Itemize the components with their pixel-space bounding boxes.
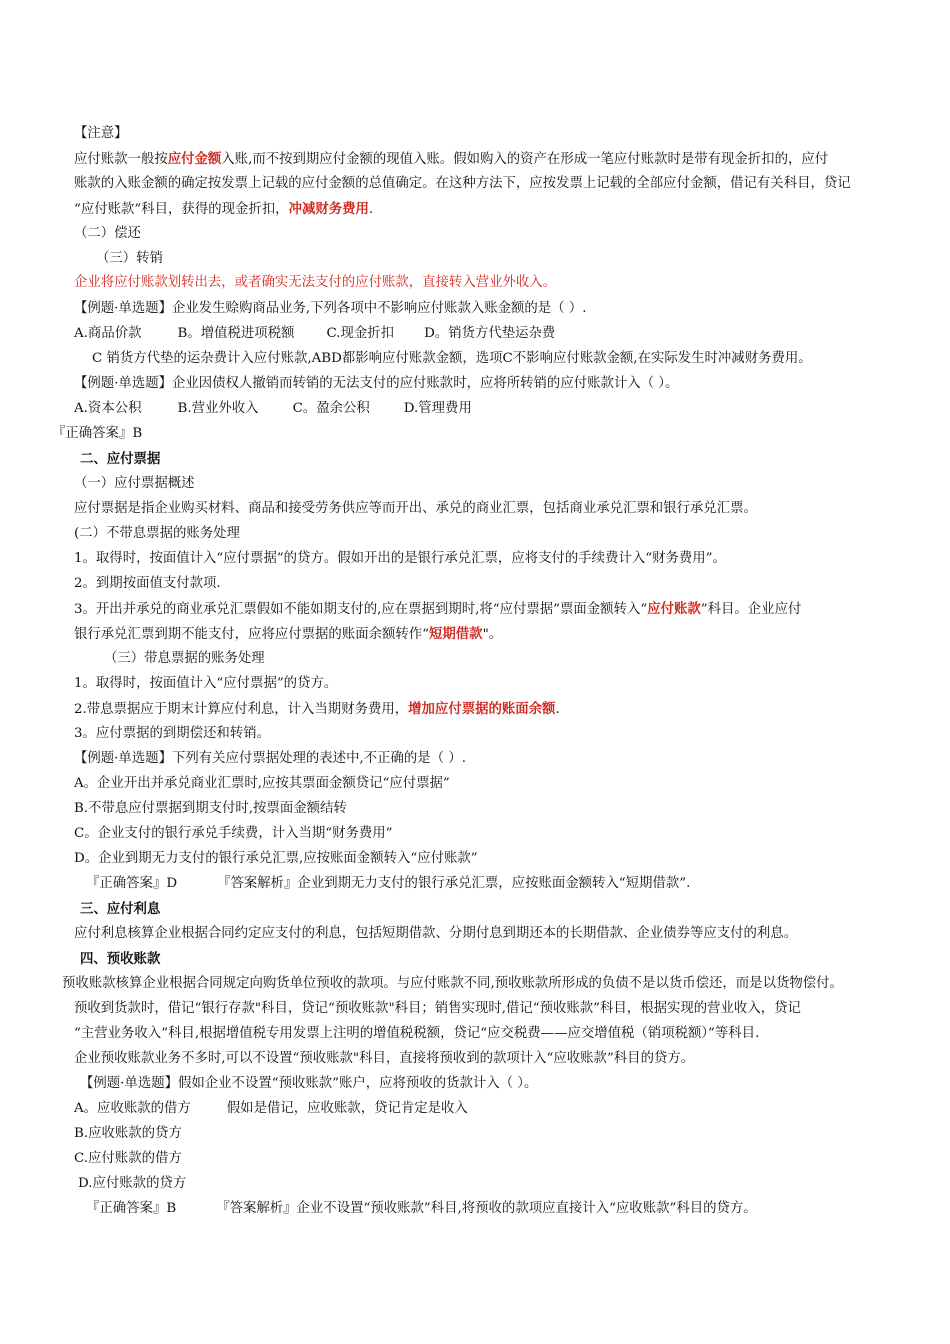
note-text: “应付账款”科目，获得的现金折扣， [74, 202, 289, 217]
q3-option-d: D。企业到期无力支付的银行承兑汇票,应按账面金额转入“应付账款” [74, 851, 478, 866]
q4-option-c: C.应付账款的借方 [74, 1151, 182, 1166]
non-interest-heading: (二）不带息票据的账务处理 [74, 526, 240, 541]
q1-option-d: D。销货方代垫运杂费 [424, 326, 556, 341]
q4-option-b: B.应收账款的贷方 [74, 1126, 182, 1141]
q1-stem: 【例题·单选题】企业发生赊购商品业务,下列各项中不影响应付账款入账金额的是（ ）. [74, 301, 587, 316]
note-paragraph-line-3 [74, 200, 373, 219]
q2-options [74, 400, 472, 418]
item-text: 2.带息票据应于期末计算应付利息，计入当期财务费用， [74, 702, 409, 717]
highlight-book-balance: 增加应付票据的账面余额 [408, 701, 556, 717]
highlight-finance-expense: 冲减财务费用 [288, 201, 369, 217]
section-advance-heading: 四、预收账款 [80, 951, 161, 967]
section-notes-payable-heading: 二、应付票据 [80, 451, 161, 467]
non-interest-item-3-cont [74, 625, 502, 644]
q2-option-a: A.资本公积 [74, 401, 142, 416]
q4-stem: 【例题·单选题】假如企业不设置“预收账款”账户，应将预收的货款计入（ ）。 [80, 1076, 538, 1091]
q1-answer: C 销货方代垫的运杂费计入应付账款,ABD都影响应付账款金额，选项C不影响应付账款金额,在实际发生时冲减财务费用。 [92, 351, 812, 366]
highlight-short-term-loan: 短期借款 [429, 626, 483, 642]
repay-heading: （二）偿还 [74, 226, 141, 241]
q1-option-b: B。增值税进项税额 [177, 326, 295, 341]
q4-answer: 『正确答案』B [86, 1201, 177, 1216]
non-interest-item-2: 2。到期按面值支付款项. [74, 576, 221, 591]
q2-option-b: B.营业外收入 [177, 401, 259, 416]
q3-answer-line [86, 875, 690, 893]
notes-overview-text: 应付票据是指企业购买材料、商品和接受劳务供应等而开出、承兑的商业汇票，包括商业承兑汇票和银行承兑汇票。 [74, 501, 757, 516]
note-text: . [368, 202, 374, 217]
item-text: 银行承兑汇票到期不能支付，应将应付票据的账面余额转作“ [74, 627, 429, 642]
interest-text: 应付利息核算企业根据合同约定应支付的利息，包括短期借款、分期付息到期还本的长期借款、企业债券等应支付的利息。 [74, 926, 798, 941]
q3-option-a: A。企业开出并承兑商业汇票时,应按其票面金额贷记“应付票据” [74, 776, 450, 791]
note-text: 入账,而不按到期应付金额的现值入账。假如购入的资产在形成一笔应付账款时是带有现金折扣的，应付 [221, 152, 829, 167]
advance-text-2: 预收到货款时，借记“银行存款"科目，贷记“预收账款"科目；销售实现时,借记“预收账款”科目，根据实现的营业收入，贷记 [74, 1001, 801, 1016]
note-paragraph-line-1 [74, 150, 828, 169]
item-text: . [555, 702, 560, 717]
q3-analysis: 『答案解析』企业到期无力支付的银行承兑汇票，应按账面金额转入“短期借款”. [217, 876, 691, 891]
q1-option-a: A.商品价款 [74, 326, 142, 341]
item-text: ”科目。企业应付 [700, 602, 802, 617]
q4-answer-line [86, 1200, 757, 1218]
q1-options [74, 325, 555, 343]
q1-option-c: C.现金折扣 [326, 326, 395, 341]
interest-item-1: 1。取得时，按面值计入“应付票据”的贷方。 [74, 676, 338, 691]
q3-answer: 『正确答案』D [86, 876, 178, 891]
q4-option-a-note: 假如是借记，应收账款，贷记肯定是收入 [226, 1101, 468, 1116]
q3-option-b: B.不带息应付票据到期支付时,按票面金额结转 [74, 801, 347, 816]
highlight-payable-amount: 应付金额 [167, 151, 222, 167]
interest-item-3: 3。应付票据的到期偿还和转销。 [74, 726, 270, 741]
q3-stem: 【例题·单选题】下列有关应付票据处理的表述中,不正确的是（ ）. [74, 751, 466, 766]
q2-option-d: D.管理费用 [403, 401, 472, 416]
q2-option-c: C。盈余公积 [292, 401, 370, 416]
note-paragraph-line-2: 账款的入账金额的确定按发票上记载的应付金额的总值确定。在这种方法下，应按发票上记载的全部应付金额，借记有关科目，贷记 [74, 176, 851, 191]
non-interest-item-3 [74, 600, 801, 619]
non-interest-item-1: 1。取得时，按面值计入“应付票据”的贷方。假如开出的是银行承兑汇票，应将支付的手续费计入“财务费用”。 [74, 551, 726, 566]
q4-analysis: 『答案解析』企业不设置“预收账款”科目,将预收的款项应直接计入“应收账款”科目的贷方。 [216, 1201, 757, 1216]
note-text: 应付账款一般按 [74, 152, 168, 167]
q4-option-d: D.应付账款的贷方 [78, 1176, 187, 1191]
section-interest-heading: 三、应付利息 [80, 901, 161, 917]
q2-answer: 『正确答案』B [52, 426, 143, 441]
interest-bearing-heading: （三）带息票据的账务处理 [104, 651, 265, 666]
interest-item-2 [74, 700, 560, 719]
advance-text-1: 预收账款核算企业根据合同规定向购货单位预收的款项。与应付账款不同,预收账款所形成的负债不是以货币偿还，而是以货物偿付。 [62, 976, 843, 991]
advance-text-4: 企业预收账款业务不多时,可以不设置“预收账款"科目，直接将预收到的款项计入“应收账款”科目的贷方。 [74, 1051, 695, 1066]
highlight-accounts-payable: 应付账款 [647, 601, 701, 617]
q4-option-a-line [74, 1100, 468, 1118]
q3-option-c: C。企业支付的银行承兑手续费，计入当期“财务费用” [74, 826, 393, 841]
advance-text-3: “主营业务收入”科目,根据增值税专用发票上注明的增值税税额，贷记“应交税费——应交增值税（销项税额）”等科目. [74, 1026, 760, 1041]
q4-option-a: A。应收账款的借方 [74, 1101, 191, 1116]
item-text: 3。开出并承兑的商业承兑汇票假如不能如期支付的,应在票据到期时,将“应付票据”票面金额转入“ [74, 602, 648, 617]
writeoff-heading: （三）转销 [96, 251, 163, 266]
q2-stem: 【例题·单选题】企业因债权人撤销而转销的无法支付的应付账款时，应将所转销的应付账款计入（ ）。 [74, 376, 679, 391]
notes-overview-heading: （一）应付票据概述 [74, 476, 195, 491]
writeoff-red-text: 企业将应付账款划转出去，或者确实无法支付的应付账款，直接转入营业外收入。 [74, 275, 557, 290]
note-title: 【注意】 [74, 126, 128, 141]
item-text: "。 [482, 627, 503, 642]
